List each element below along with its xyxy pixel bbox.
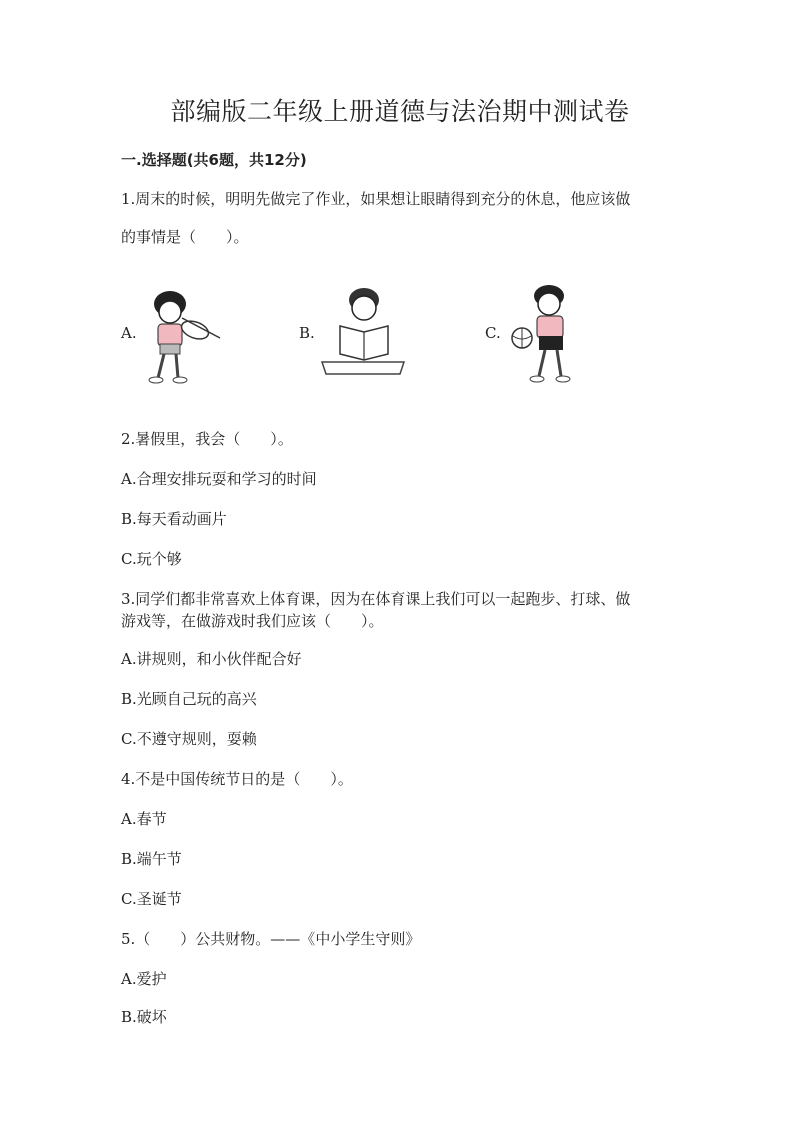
q1-option-b-label[interactable]: B. bbox=[299, 324, 315, 342]
question-3-stem-line2: 游戏等，在做游戏时我们应该（ ）。 bbox=[121, 612, 384, 630]
question-4-stem: 4.不是中国传统节日的是（ ）。 bbox=[121, 770, 353, 788]
q2-option-c[interactable]: C.玩个够 bbox=[121, 550, 182, 568]
q1-option-a-label[interactable]: A. bbox=[121, 324, 137, 342]
q5-option-a[interactable]: A.爱护 bbox=[121, 970, 167, 988]
question-1-stem-line1: 1.周末的时候，明明先做完了作业，如果想让眼睛得到充分的休息，他应该做 bbox=[121, 190, 631, 208]
q3-option-c[interactable]: C.不遵守规则，耍赖 bbox=[121, 730, 257, 748]
reading-boy-icon[interactable] bbox=[318, 282, 408, 377]
q1-option-c-label[interactable]: C. bbox=[485, 324, 501, 342]
q4-option-c[interactable]: C.圣诞节 bbox=[121, 890, 182, 908]
q2-option-b[interactable]: B.每天看动画片 bbox=[121, 510, 227, 528]
question-5-stem: 5.（ ）公共财物。——《中小学生守则》 bbox=[121, 930, 421, 948]
violin-boy-icon[interactable] bbox=[140, 282, 225, 387]
basketball-boy-icon[interactable] bbox=[505, 280, 585, 385]
page-title: 部编版二年级上册道德与法治期中测试卷 bbox=[170, 97, 630, 126]
q2-option-a[interactable]: A.合理安排玩耍和学习的时间 bbox=[121, 470, 317, 488]
q4-option-a[interactable]: A.春节 bbox=[121, 810, 167, 828]
question-2-stem: 2.暑假里，我会（ ）。 bbox=[121, 430, 293, 448]
section-heading: 一.选择题(共6题，共12分) bbox=[121, 151, 307, 169]
q3-option-a[interactable]: A.讲规则，和小伙伴配合好 bbox=[121, 650, 302, 668]
q4-option-b[interactable]: B.端午节 bbox=[121, 850, 182, 868]
question-1-stem-line2: 的事情是（ ）。 bbox=[121, 228, 249, 246]
q5-option-b[interactable]: B.破坏 bbox=[121, 1008, 167, 1026]
question-3-stem-line1: 3.同学们都非常喜欢上体育课，因为在体育课上我们可以一起跑步、打球、做 bbox=[121, 590, 631, 608]
q3-option-b[interactable]: B.光顾自己玩的高兴 bbox=[121, 690, 257, 708]
